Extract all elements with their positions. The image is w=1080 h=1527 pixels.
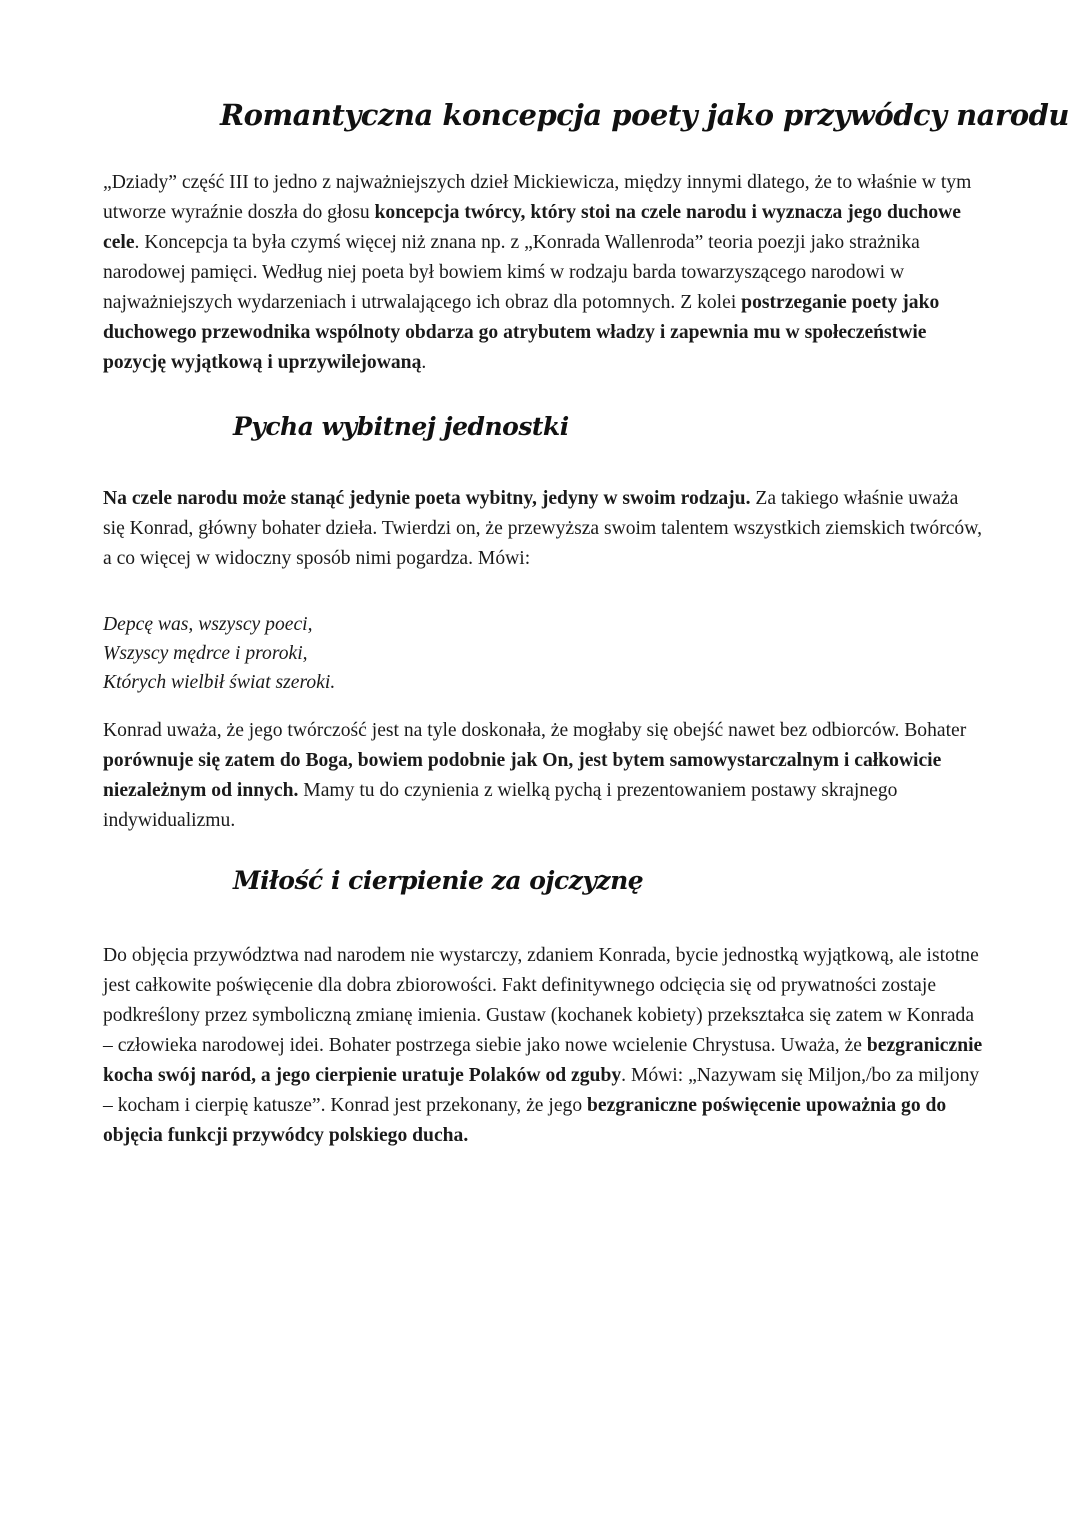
poem-quote [103,610,335,697]
paragraph-love-and-suffering [103,941,983,1151]
bold-run: Na czele narodu może stanąć jedynie poeta wybitny, jedyny w swoim rodzaju. [103,488,751,509]
bold-run: porównuje się zatem do Boga, bowiem podobnie jak On, jest bytem samowystarczalnym i całkowicie niezależnym od innych. [103,750,942,801]
bold-run: bezgraniczne poświęcenie upoważnia go do objęcia funkcji przywódcy polskiego ducha. [103,1095,947,1146]
text-run: Za takiego właśnie uważa się Konrad, główny bohater dzieła. Twierdzi on, że przewyższa swoim talentem wszystkich ziemskich twórców, a co więcej w widoczny sposób nimi pogardza. Mówi: [103,488,982,569]
text-run: . Mówi: „Nazywam się Miljon,/bo za miljony – kocham i cierpię katusze”. Konrad jest przekonany, że jego [103,1065,980,1116]
paragraph-concept [103,168,983,378]
text-run: Mamy tu do czynienia z wielką pychą i prezentowaniem postawy skrajnego indywidualizmu. [103,780,898,831]
text-run: . Koncepcja ta była czymś więcej niż znana np. z „Konrada Wallenroda” teoria poezji jako strażnika narodowej pamięci. Według niej poeta był bowiem kimś w rodzaju barda towarzyszącego narodowi w najważniejszych wydarzeniach i utrwalającego ich obraz dla potomnych. Z kolei [103,232,920,313]
section-heading-romantic-concept: Romantyczna koncepcja poety jako przywódcy narodu [220,98,1069,132]
text-run: Konrad uważa, że jego twórczość jest na tyle doskonała, że mogłaby się obejść nawet bez odbiorców. Bohater [103,720,967,741]
quote-line: Wszyscy mędrce i proroki, [103,643,308,664]
bold-run: koncepcja twórcy, który stoi na czele narodu i wyznacza jego duchowe cele [103,202,961,253]
paragraph-self-sufficiency [103,716,983,836]
text-run: „Dziady” część III to jedno z najważniejszych dzieł Mickiewicza, między innymi dlatego, że to właśnie w tym utworze wyraźnie doszła do głosu [103,172,972,223]
bold-run: postrzeganie poety jako duchowego przewodnika wspólnoty obdarza go atrybutem władzy i zapewnia mu w społeczeństwie pozycję wyjątkową i uprzywilejowaną [103,292,940,373]
section-heading-love-and-suffering: Miłość i cierpienie za ojczyznę [233,866,644,895]
text-run: Do objęcia przywództwa nad narodem nie wystarczy, zdaniem Konrada, bycie jednostką wyjątkową, ale istotne jest całkowite poświęcenie dla dobra zbiorowości. Fakt definitywnego odcięcia się od prywatności zostaje podkreślony przez symboliczną zmianę imienia. Gustaw (kochanek kobiety) przekształca się zatem w Konrada – człowieka narodowej idei. Bohater postrzega siebie jako nowe wcielenie Chrystusa. Uważa, że [103,945,979,1056]
paragraph-pride [103,484,983,574]
bold-run: bezgranicznie kocha swój naród, a jego cierpienie uratuje Polaków od zguby [103,1035,983,1086]
quote-line: Których wielbił świat szeroki. [103,672,336,693]
text-run: . [421,352,427,373]
section-heading-pride: Pycha wybitnej jednostki [233,412,569,441]
quote-line: Depcę was, wszyscy poeci, [103,614,313,635]
